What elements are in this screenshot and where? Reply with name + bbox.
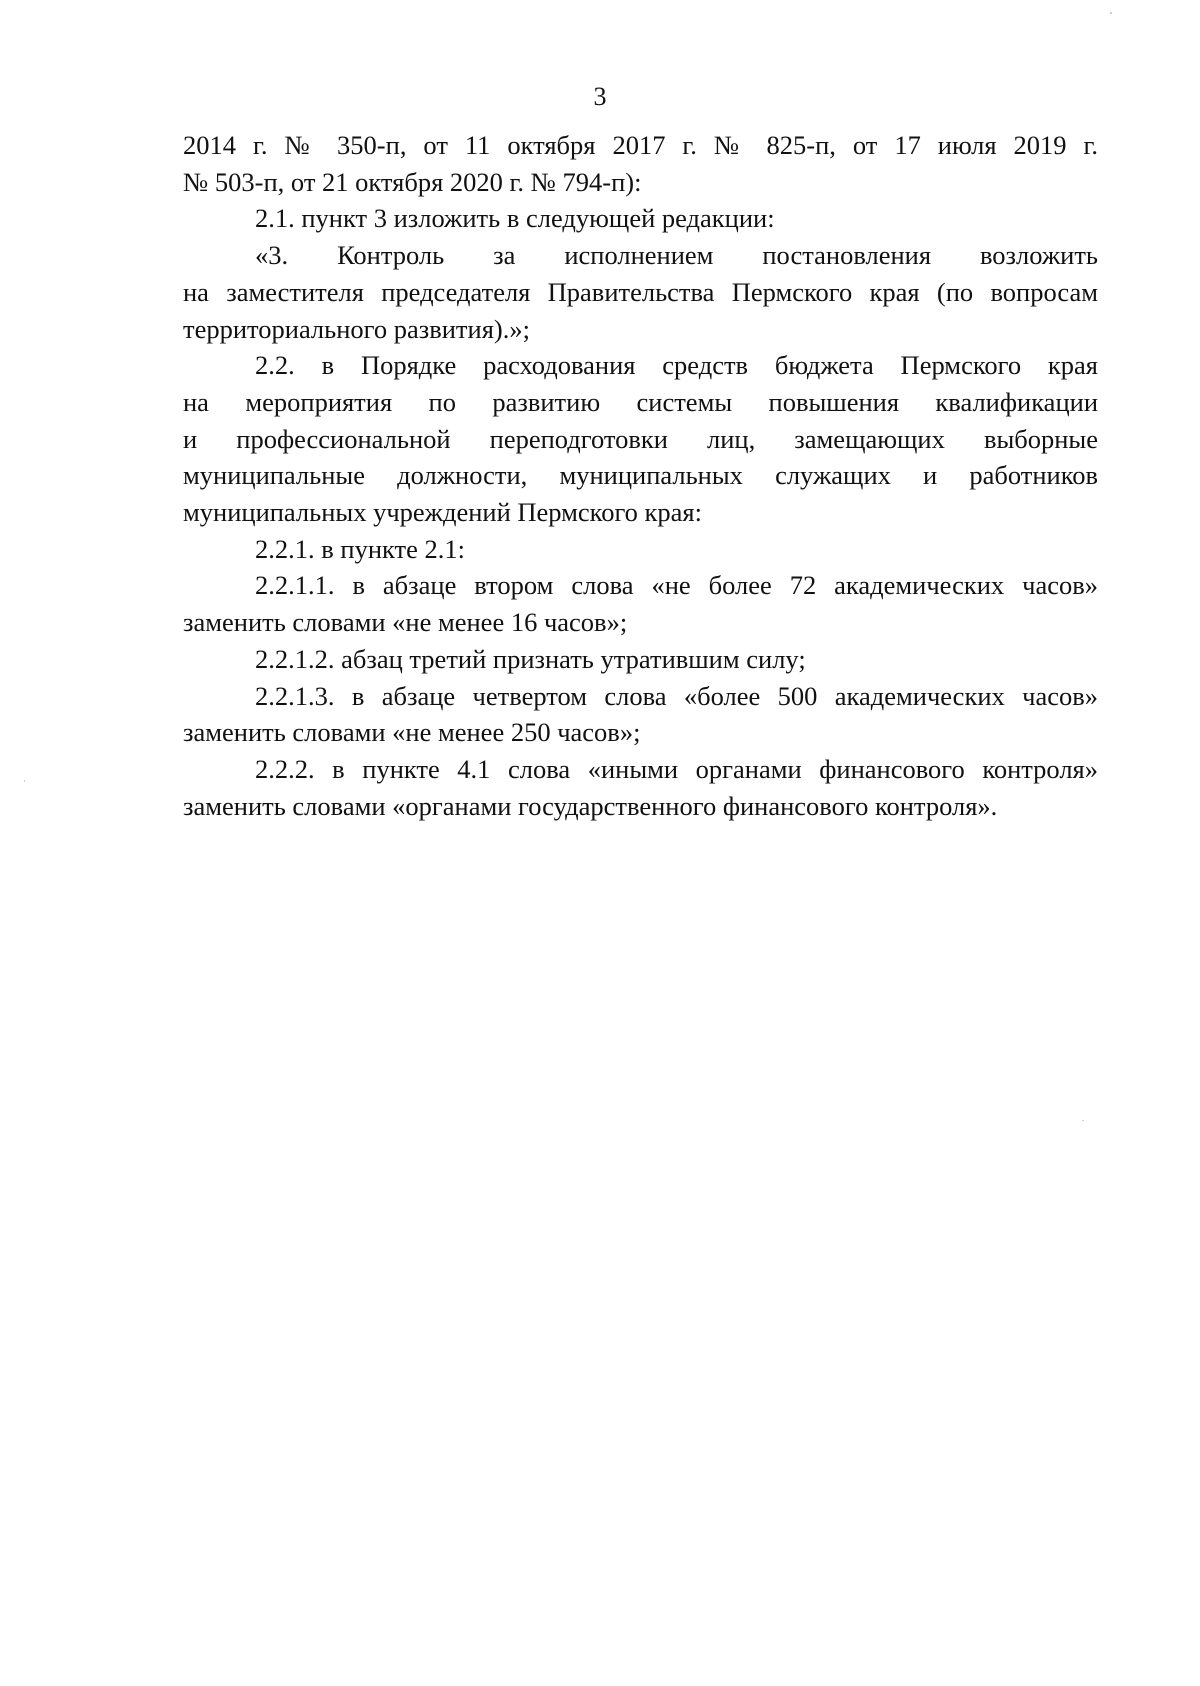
paragraph-2-2-1 bbox=[183, 531, 1098, 568]
paragraph-2-2-1-1 bbox=[183, 567, 1098, 604]
paragraph-2-2-1-2 bbox=[183, 641, 1098, 678]
paragraph-2-1 bbox=[183, 200, 1098, 237]
paragraph-quoted-clause-3-cont bbox=[183, 274, 1098, 347]
scan-speck bbox=[1110, 12, 1112, 14]
document-body bbox=[183, 127, 1098, 824]
text-line: 2.1. пункт 3 изложить в следующей редакции: bbox=[255, 203, 775, 234]
text-line: 2.2.1.1. в абзаце втором слова «не более 72 академических часов» bbox=[255, 570, 1098, 601]
text-line: заменить словами «органами государственного финансового контроля». bbox=[183, 790, 998, 821]
text-line: «3. Контроль за исполнением постановления возложить bbox=[255, 240, 1098, 271]
scan-speck bbox=[1082, 1120, 1084, 1121]
text-line: муниципальные должности, муниципальных служащих и работников bbox=[183, 460, 1098, 491]
text-line: 2.2.1.2. абзац третий признать утратившим силу; bbox=[255, 643, 806, 674]
paragraph-2-2-1-3 bbox=[183, 678, 1098, 715]
text-line: территориального развития).»; bbox=[183, 313, 530, 344]
scan-speck bbox=[24, 780, 25, 782]
text-line: на заместителя председателя Правительства Пермского края (по вопросам bbox=[183, 276, 1098, 307]
paragraph-quoted-clause-3 bbox=[183, 237, 1098, 274]
text-line: № 503-п, от 21 октября 2020 г. № 794-п): bbox=[183, 166, 642, 197]
paragraph-2-2-2 bbox=[183, 751, 1098, 788]
text-line: 2.2.2. в пункте 4.1 слова «иными органами финансового контроля» bbox=[255, 753, 1098, 784]
text-line: муниципальных учреждений Пермского края: bbox=[183, 497, 702, 528]
text-line: 2014 г. № 350-п, от 11 октября 2017 г. № 825-п, от 17 июля 2019 г. bbox=[183, 130, 1098, 160]
paragraph-2-2-2-cont bbox=[183, 788, 1098, 825]
page-number: 3 bbox=[593, 82, 607, 111]
text-line: заменить словами «не менее 16 часов»; bbox=[183, 607, 628, 638]
text-line: на мероприятия по развитию системы повышения квалификации bbox=[183, 386, 1098, 417]
paragraph-2-2 bbox=[183, 347, 1098, 384]
paragraph-continuation bbox=[183, 127, 1098, 200]
text-line: и профессиональной переподготовки лиц, замещающих выборные bbox=[183, 423, 1098, 454]
paragraph-2-2-1-3-cont bbox=[183, 714, 1098, 751]
paragraph-2-2-cont bbox=[183, 384, 1098, 531]
text-line: 2.2.1. в пункте 2.1: bbox=[255, 533, 465, 564]
text-line: 2.2.1.3. в абзаце четвертом слова «более 500 академических часов» bbox=[255, 680, 1098, 711]
text-line: заменить словами «не менее 250 часов»; bbox=[183, 717, 641, 748]
paragraph-2-2-1-1-cont bbox=[183, 604, 1098, 641]
text-line: 2.2. в Порядке расходования средств бюджета Пермского края bbox=[255, 350, 1098, 381]
